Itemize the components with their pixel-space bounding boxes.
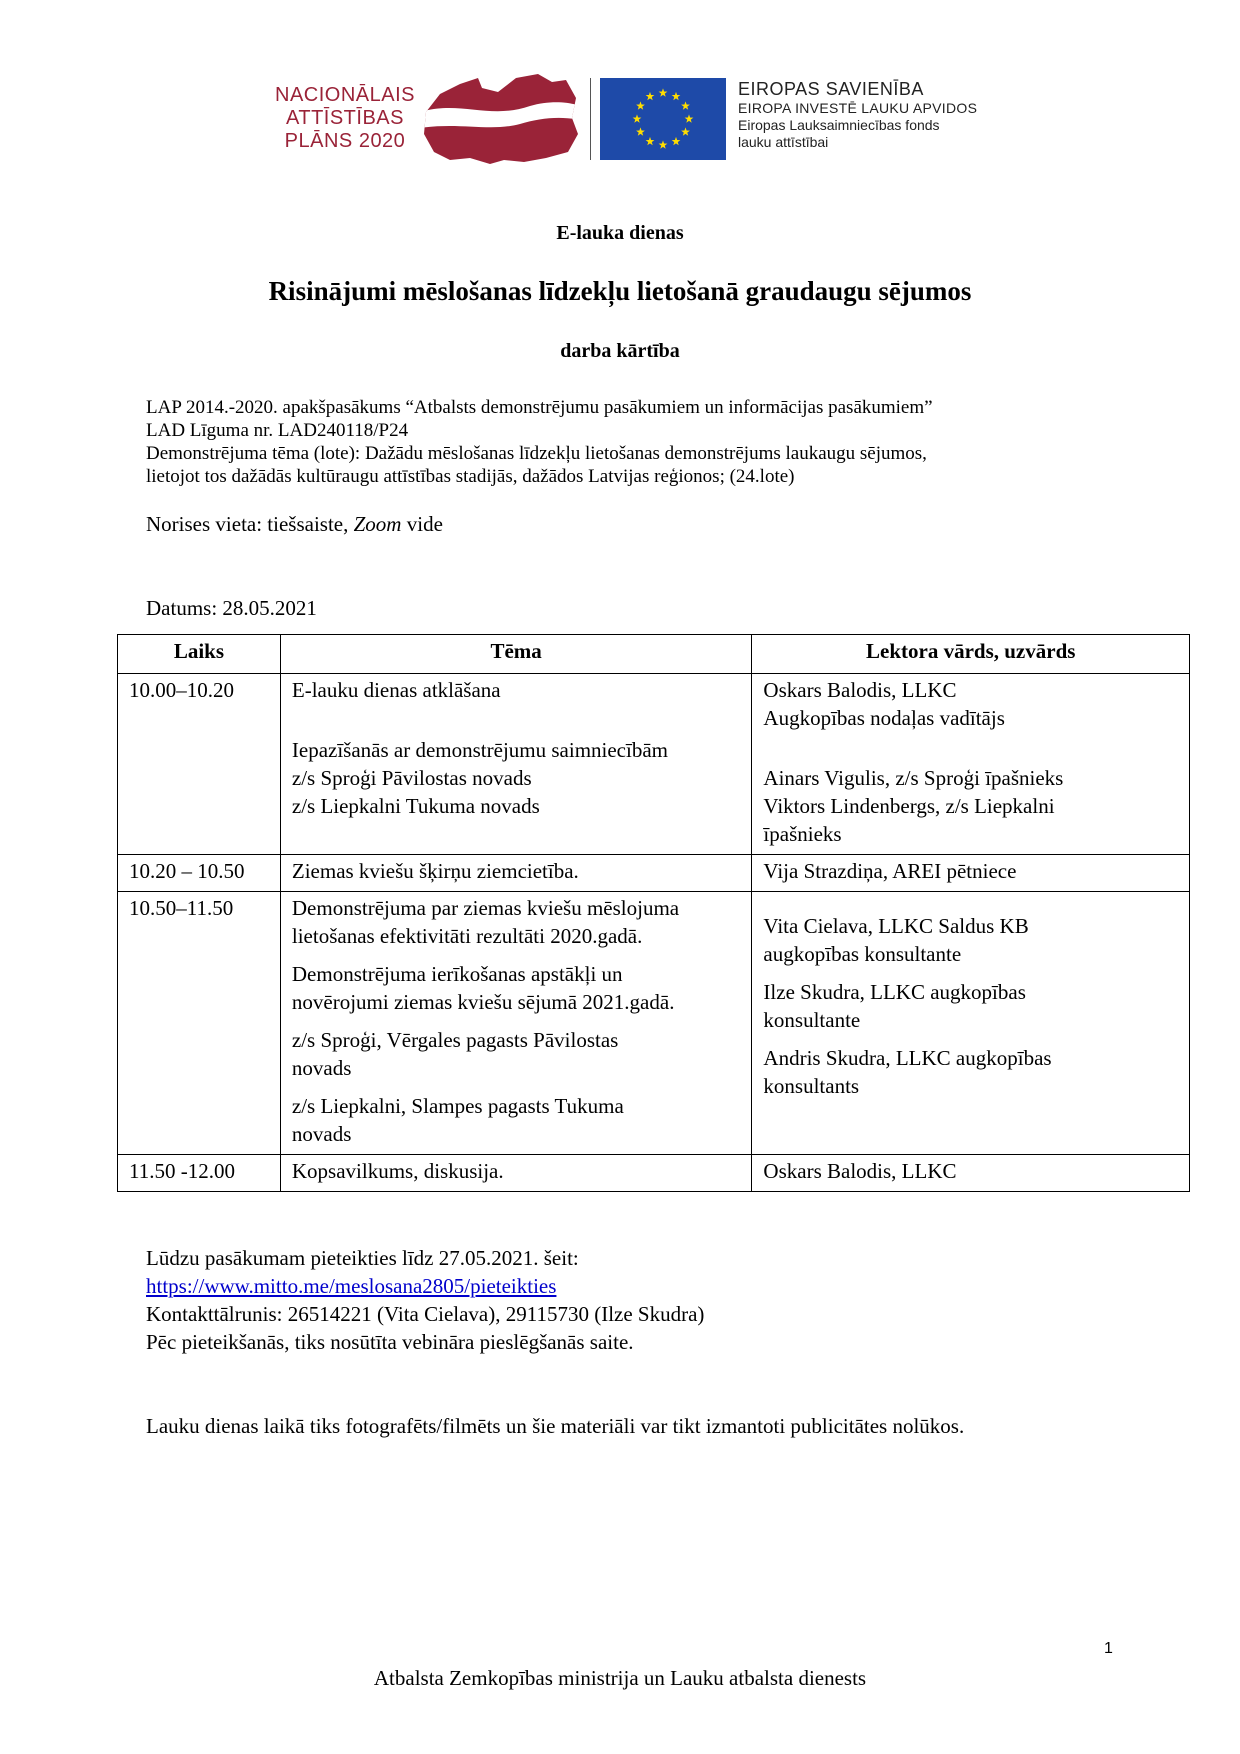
eu-title: EIROPAS SAVIENĪBA <box>738 79 924 99</box>
lector-cell <box>752 674 1190 855</box>
info-line: Demonstrējuma tēma (lote): Dažādu mēslošanas līdzekļu lietošanas demonstrējums laukaugu sējumos, <box>146 443 927 464</box>
column-header: Tēma <box>280 635 752 674</box>
topic-line: Iepazīšanās ar demonstrējumu saimniecībām <box>291 738 668 762</box>
table-row <box>118 855 1190 892</box>
eu-subtitle: EIROPA INVESTĒ LAUKU APVIDOS <box>738 100 978 116</box>
info-line: lietojot tos dažādās kultūraugu attīstības stadijās, dažādos Latvijas reģionos; (24.lote) <box>146 466 795 487</box>
lector-line: Vita Cielava, LLKC Saldus KB <box>763 914 1029 938</box>
topic-cell <box>280 674 752 855</box>
lector-line: konsultante <box>763 1008 861 1032</box>
topic-line: z/s Sproģi, Vērgales pagasts Pāvilostas <box>291 1028 619 1052</box>
registration-info <box>146 1244 704 1356</box>
eu-fund-line: lauku attīstībai <box>738 134 829 150</box>
doc-title: Risinājumi mēslošanas līdzekļu lietošanā graudaugu sējumos <box>268 276 972 306</box>
agenda-table <box>117 634 1190 1192</box>
table-row <box>118 1155 1190 1192</box>
topic-line: novads <box>291 1056 352 1080</box>
lector-cell <box>752 892 1190 1155</box>
agenda-label: darba kārtība <box>560 340 680 362</box>
topic-cell: Ziemas kviešu šķirņu ziemcietība. <box>280 855 752 892</box>
event-date: Datums: 28.05.2021 <box>146 596 317 620</box>
topic-line: novērojumi ziemas kviešu sējumā 2021.gadā. <box>291 990 675 1014</box>
venue <box>146 512 443 537</box>
photo-notice: Lauku dienas laikā tiks fotografēts/filmēts un šie materiāli var tikt izmantoti publicitātes nolūkos. <box>146 1414 965 1438</box>
topic-line: z/s Liepkalni Tukuma novads <box>291 794 540 818</box>
nap-logo-text <box>270 84 420 153</box>
doc-subtitle: E-lauka dienas <box>556 222 684 244</box>
time-cell: 11.50 -12.00 <box>118 1155 281 1192</box>
topic-line: novads <box>291 1122 352 1146</box>
topic-line: lietošanas efektivitāti rezultāti 2020.gadā. <box>291 924 643 948</box>
lector-cell: Oskars Balodis, LLKC <box>752 1155 1190 1192</box>
time-cell: 10.00–10.20 <box>118 674 281 855</box>
lector-line: Ainars Vigulis, z/s Sproģi īpašnieks <box>763 766 1064 790</box>
time-cell: 10.50–11.50 <box>118 892 281 1155</box>
lector-line: Augkopības nodaļas vadītājs <box>763 706 1005 730</box>
info-line: LAD Līguma nr. LAD240118/P24 <box>146 420 409 441</box>
table-header-row <box>118 635 1190 674</box>
topic-cell: Kopsavilkums, diskusija. <box>280 1155 752 1192</box>
nap-logo-line: PLĀNS 2020 <box>284 130 406 152</box>
eu-logo-text <box>738 78 977 151</box>
lector-cell: Vija Strazdiņa, AREI pētniece <box>752 855 1190 892</box>
topic-cell <box>280 892 752 1155</box>
topic-line: z/s Sproģi Pāvilostas novads <box>291 766 532 790</box>
lector-line: konsultants <box>763 1074 860 1098</box>
eu-fund-line: Eiropas Lauksaimniecības fonds <box>738 117 940 133</box>
registration-link[interactable]: https://www.mitto.me/meslosana2805/pieteikties <box>146 1274 557 1298</box>
lector-line: Oskars Balodis, LLKC <box>763 678 957 702</box>
lector-line: īpašnieks <box>763 822 842 846</box>
table-row <box>118 674 1190 855</box>
latvia-map-logo-icon <box>420 72 580 166</box>
page-number: 1 <box>1104 1640 1113 1657</box>
lector-line: Ilze Skudra, LLKC augkopības <box>763 980 1026 1004</box>
topic-line: z/s Liepkalni, Slampes pagasts Tukuma <box>291 1094 624 1118</box>
contact-phones: Kontakttālrunis: 26514221 (Vita Cielava), 29115730 (Ilze Skudra) <box>146 1302 705 1326</box>
nap-logo-line: NACIONĀLAIS <box>275 84 415 106</box>
venue-platform: Zoom <box>353 512 402 536</box>
nap-logo-line: ATTĪSTĪBAS <box>286 107 404 129</box>
lector-line: augkopības konsultante <box>763 942 962 966</box>
table-row <box>118 892 1190 1155</box>
lector-line: Viktors Lindenbergs, z/s Liepkalni <box>763 794 1055 818</box>
registration-note: Pēc pieteikšanās, tiks nosūtīta vebināra pieslēgšanās saite. <box>146 1330 634 1354</box>
topic-line: E-lauku dienas atklāšana <box>291 678 501 702</box>
program-info <box>146 396 933 488</box>
venue-label: Norises vieta: tiešsaiste, <box>146 512 354 536</box>
topic-line: Demonstrējuma ierīkošanas apstākļi un <box>291 962 623 986</box>
topic-line: Demonstrējuma par ziemas kviešu mēslojuma <box>291 896 680 920</box>
registration-deadline: Lūdzu pasākumam pieteikties līdz 27.05.2021. šeit: <box>146 1246 579 1270</box>
info-line: LAP 2014.-2020. apakšpasākums “Atbalsts demonstrējumu pasākumiem un informācijas pasākumiem” <box>146 397 933 418</box>
venue-tail: vide <box>401 512 443 536</box>
lector-line: Andris Skudra, LLKC augkopības <box>763 1046 1052 1070</box>
logo-divider <box>590 78 591 160</box>
column-header: Lektora vārds, uzvārds <box>752 635 1190 674</box>
time-cell: 10.20 – 10.50 <box>118 855 281 892</box>
column-header: Laiks <box>118 635 281 674</box>
page-footer: Atbalsta Zemkopības ministrija un Lauku atbalsta dienests <box>373 1666 867 1690</box>
eu-flag-icon <box>600 78 726 160</box>
